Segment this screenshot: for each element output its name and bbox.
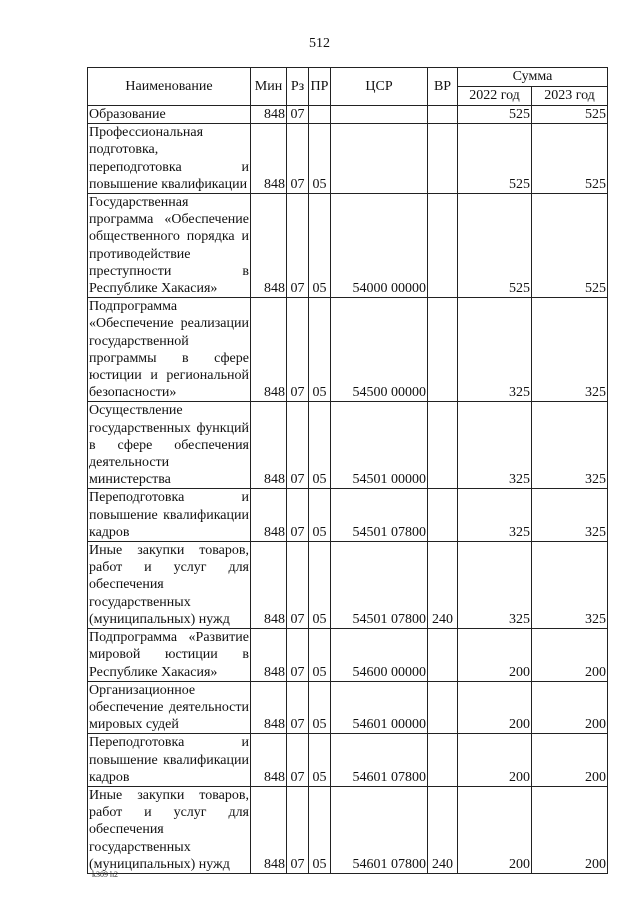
cell-vr (428, 298, 458, 402)
header-year-2022: 2022 год (458, 87, 532, 106)
table-row (88, 124, 608, 194)
cell-csr (331, 124, 428, 194)
cell-rz: 07 (287, 298, 309, 402)
table-row (88, 106, 608, 124)
cell-rz: 07 (287, 194, 309, 298)
cell-csr (331, 106, 428, 124)
cell-vr: 240 (428, 786, 458, 873)
cell-min: 848 (251, 194, 287, 298)
cell-sum-2022: 325 (458, 402, 532, 489)
cell-name: Государственная программа «Обеспечение общественного порядка и противодействие преступности в Республике Хакасия» (89, 195, 249, 297)
cell-pr: 05 (309, 402, 331, 489)
cell-rz: 07 (287, 124, 309, 194)
cell-sum-2023: 525 (532, 194, 608, 298)
cell-vr (428, 734, 458, 787)
cell-pr (309, 106, 331, 124)
header-name: Наименование (88, 68, 251, 106)
cell-name: Переподготовка и повышение квалификации кадров (89, 490, 249, 540)
cell-sum-2023: 200 (532, 734, 608, 787)
table-header (88, 68, 608, 106)
cell-name: Организационное обеспечение деятельности мировых судей (89, 682, 249, 733)
cell-min: 848 (251, 681, 287, 734)
cell-pr: 05 (309, 542, 331, 629)
cell-sum-2023: 525 (532, 106, 608, 124)
cell-pr: 05 (309, 298, 331, 402)
cell-name: Подпрограмма «Обеспечение реализации государственной программы в сфере юстиции и региональной безопасности» (89, 299, 249, 401)
cell-name: Иные закупки товаров, работ и услуг для обеспечения государственных (муниципальных) нужд (89, 543, 249, 627)
cell-csr: 54501 07800 (331, 542, 428, 629)
cell-csr: 54501 07800 (331, 489, 428, 542)
cell-sum-2022: 525 (458, 124, 532, 194)
cell-name: Образование (88, 106, 251, 124)
cell-csr: 54601 07800 (331, 734, 428, 787)
cell-sum-2022: 200 (458, 734, 532, 787)
cell-sum-2022: 525 (458, 106, 532, 124)
cell-vr (428, 194, 458, 298)
header-rz: Рз (287, 68, 309, 106)
cell-min: 848 (251, 489, 287, 542)
cell-rz: 07 (287, 542, 309, 629)
table-row (88, 786, 608, 873)
page-number: 512 (309, 36, 330, 51)
cell-csr: 54501 00000 (331, 402, 428, 489)
cell-pr: 05 (309, 194, 331, 298)
table-row (88, 734, 608, 787)
cell-rz: 07 (287, 629, 309, 682)
cell-pr: 05 (309, 681, 331, 734)
cell-min: 848 (251, 786, 287, 873)
header-min: Мин (251, 68, 287, 106)
header-year-2023: 2023 год (532, 87, 608, 106)
cell-name: Подпрограмма «Развитие мировой юстиции в Республике Хакасия» (89, 630, 249, 680)
cell-min: 848 (251, 106, 287, 124)
cell-sum-2023: 200 (532, 681, 608, 734)
cell-vr (428, 489, 458, 542)
cell-rz: 07 (287, 402, 309, 489)
cell-name: Переподготовка и повышение квалификации кадров (89, 735, 249, 785)
cell-csr: 54500 00000 (331, 298, 428, 402)
cell-pr: 05 (309, 489, 331, 542)
cell-sum-2022: 200 (458, 786, 532, 873)
cell-name: Профессиональная подготовка, переподготовка и повышение квалификации (89, 125, 249, 192)
cell-name: Осуществление государственных функций в сфере обеспечения деятельности министерства (89, 403, 249, 488)
cell-sum-2022: 200 (458, 629, 532, 682)
cell-pr: 05 (309, 786, 331, 873)
cell-csr: 54600 00000 (331, 629, 428, 682)
cell-sum-2023: 325 (532, 298, 608, 402)
cell-csr: 54601 00000 (331, 681, 428, 734)
table-row (88, 629, 608, 682)
document-code: k309 h2 (92, 870, 118, 879)
cell-min: 848 (251, 542, 287, 629)
cell-sum-2023: 325 (532, 402, 608, 489)
cell-sum-2023: 325 (532, 542, 608, 629)
cell-sum-2022: 325 (458, 489, 532, 542)
table-row (88, 402, 608, 489)
header-csr: ЦСР (331, 68, 428, 106)
cell-csr: 54000 00000 (331, 194, 428, 298)
cell-min: 848 (251, 124, 287, 194)
cell-vr (428, 106, 458, 124)
budget-table (87, 67, 608, 874)
cell-min: 848 (251, 298, 287, 402)
table-row (88, 489, 608, 542)
cell-min: 848 (251, 402, 287, 489)
cell-rz: 07 (287, 489, 309, 542)
table-row (88, 194, 608, 298)
cell-sum-2022: 325 (458, 298, 532, 402)
header-vr: ВР (428, 68, 458, 106)
cell-vr (428, 629, 458, 682)
cell-pr: 05 (309, 124, 331, 194)
cell-vr (428, 124, 458, 194)
cell-sum-2023: 200 (532, 629, 608, 682)
cell-min: 848 (251, 734, 287, 787)
table-row (88, 298, 608, 402)
cell-vr (428, 681, 458, 734)
cell-sum-2023: 325 (532, 489, 608, 542)
table-row (88, 542, 608, 629)
cell-sum-2022: 525 (458, 194, 532, 298)
cell-sum-2023: 525 (532, 124, 608, 194)
cell-min: 848 (251, 629, 287, 682)
cell-name: Иные закупки товаров, работ и услуг для обеспечения государственных (муниципальных) нужд (89, 787, 249, 872)
cell-pr: 05 (309, 734, 331, 787)
cell-sum-2023: 200 (532, 786, 608, 873)
table-body (88, 106, 608, 874)
cell-sum-2022: 325 (458, 542, 532, 629)
cell-csr: 54601 07800 (331, 786, 428, 873)
cell-rz: 07 (287, 106, 309, 124)
cell-sum-2022: 200 (458, 681, 532, 734)
cell-rz: 07 (287, 786, 309, 873)
cell-vr (428, 402, 458, 489)
cell-vr: 240 (428, 542, 458, 629)
cell-rz: 07 (287, 681, 309, 734)
cell-pr: 05 (309, 629, 331, 682)
cell-rz: 07 (287, 734, 309, 787)
table-row (88, 681, 608, 734)
header-pr: ПР (309, 68, 331, 106)
header-sum: Сумма (458, 68, 608, 87)
